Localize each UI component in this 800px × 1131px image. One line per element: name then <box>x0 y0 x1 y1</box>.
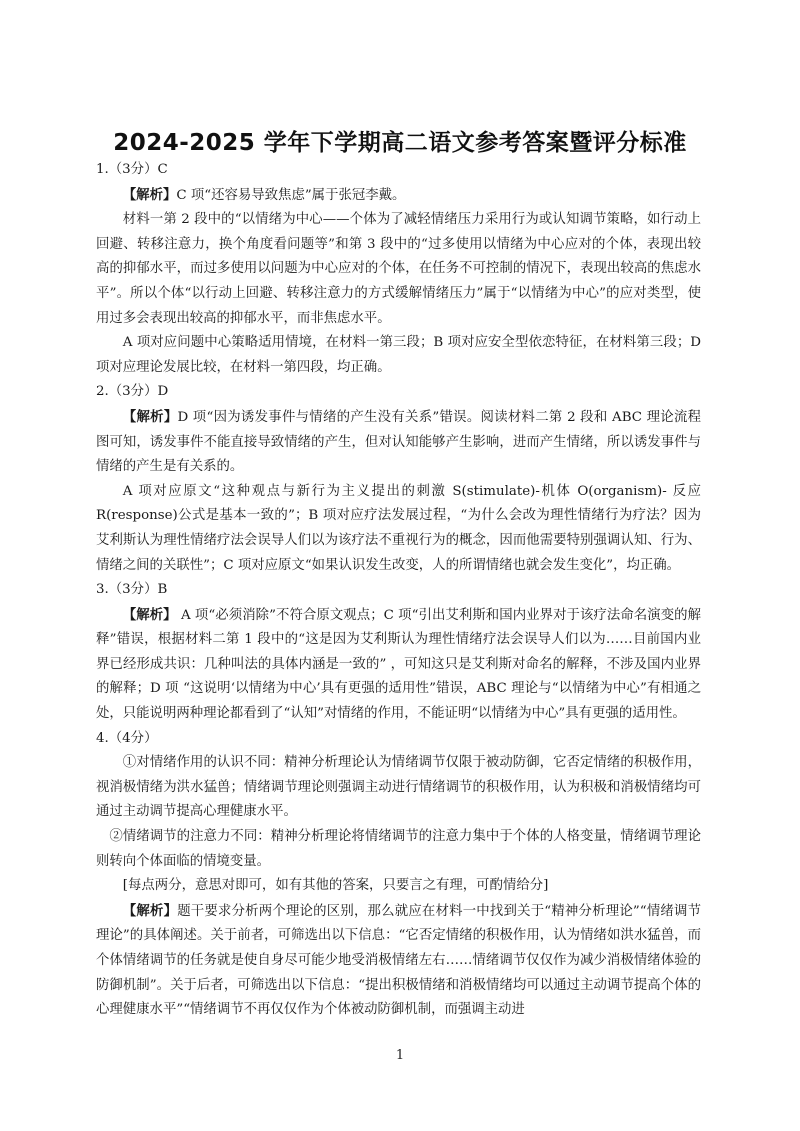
q4-analysis <box>96 899 701 1023</box>
q1-heading: 1.（3分）C <box>96 162 168 177</box>
q3-heading: 3.（3分）B <box>96 582 168 598</box>
q4-analysis-text: 题干要求分析两个理论的区别，那么就应在材料一中找到关于“精神分析理论”“情绪调节理论”的具体阐述。关于前者，可筛选出以下信息：“它否定情绪的积极作用，认为情绪如洪水猛兽，而个体情绪调节的任务就是使自身尽可能少地受消极情绪左右……情绪调节仅仅作为减少消极情绪体验的防御机制”。关于后者，可筛选出以下信息：“提出积极情绪和消极情绪均可以通过主动调节提高个体的心理健康水平”“情绪调节不再仅仅作为个体被动防御机制，而强调主动进 <box>96 903 701 1018</box>
q2-analysis-tag: 【解析】 <box>122 408 178 425</box>
q2-paragraph-2: A 项对应原文“这种观点与新行为主义提出的刺激 S(stimulate)-机体 O(organism)- 反应 R(response)公式是基本一致的”；B 项对应疗法发展过程，“为什么会改为理性情绪行为疗法？因为艾利斯认为理性情绪疗法会误导人们以为该疗法不重视行为的概念，因而他需要特别强调认知、行为、情绪之间的关联性”；C 项对应原文“如果认识发生改变，人的所谓情绪也就会发生变化”，均正确。 <box>96 483 701 573</box>
q4-point-2: ②情绪调节的注意力不同：精神分析理论将情绪调节的注意力集中于个体的人格变量，情绪调节理论则转向个体面临的情境变量。 <box>96 829 701 869</box>
q2-analysis <box>96 405 701 480</box>
q1-analysis-tag: 【解析】 <box>122 186 177 203</box>
q1-paragraph-2: 材料一第 2 段中的“以情绪为中心——个体为了减轻情绪压力采用行为或认知调节策略，如行动上回避、转移注意力，换个角度看问题等”和第 3 段中的“过多使用以情绪为中心应对的个体，表现出较高的抑郁水平，而过多使用以问题为中心应对的个体，在任务不可控制的情况下，表现出较高的焦虑水平”。所以个体“以行动上回避、转移注意力的方式缓解情绪压力”属于“以情绪为中心”的应对类型，使用过多会表现出较高的抑郁水平，而非焦虑水平。 <box>96 212 701 326</box>
answer-content <box>96 158 701 1023</box>
document-title: 2024-2025 学年下学期高二语文参考答案暨评分标准 <box>113 130 687 156</box>
q1-analysis-text: C 项“还容易导致焦虑”属于张冠李戴。 <box>176 187 406 203</box>
q3-analysis-text: A 项“必须消除”不符合原文观点；C 项“引出艾利斯和国内业界对于该疗法命名演变的解释”错误，根据材料二第 1 段中的“这是因为艾利斯认为理性情绪疗法会误导人们以为……目前国内业界已经形成共识：几种叫法的具体内涵是一致的” ，可知这只是艾利斯对命名的解释，不涉及国内业界的解释；D 项 “这说明‘以情绪为中心’具有更强的适用性”错误，ABC 理论与“以情绪为中心”有相通之处，只能说明两种理论都看到了“认知”对情绪的作用，不能证明“以情绪为中心”具有更强的适用性。 <box>96 607 701 722</box>
q3-analysis-tag: 【解析】 <box>122 606 177 623</box>
q2-heading: 2.（3分）D <box>96 384 169 400</box>
q2-analysis-text: D 项“因为诱发事件与情绪的产生没有关系”错误。阅读材料二第 2 段和 ABC 理论流程图可知，诱发事件不能直接导致情绪的产生，但对认知能够产生影响，进而产生情绪，所以诱发事件与情绪的产生是有关系的。 <box>96 409 702 475</box>
q4-heading: 4.（4分） <box>96 730 158 746</box>
q4-analysis-tag: 【解析】 <box>122 902 178 919</box>
q4-point-1: ①对情绪作用的认识不同：精神分析理论认为情绪调节仅限于被动防御，它否定情绪的积极作用，视消极情绪为洪水猛兽；情绪调节理论则强调主动进行情绪调节的积极作用，认为积极和消极情绪均可通过主动调节提高心理健康水平。 <box>96 755 701 820</box>
q3-analysis <box>96 603 701 727</box>
q4-scoring-note: [每点两分，意思对即可，如有其他的答案，只要言之有理，可酌情给分] <box>122 878 549 894</box>
page-number: 1 <box>395 1048 405 1063</box>
q1-paragraph-3: A 项对应问题中心策略适用情境，在材料一第三段；B 项对应安全型依恋特征，在材料第三段；D 项对应理论发展比较，在材料一第四段，均正确。 <box>96 335 701 375</box>
q1-analysis <box>96 183 701 209</box>
